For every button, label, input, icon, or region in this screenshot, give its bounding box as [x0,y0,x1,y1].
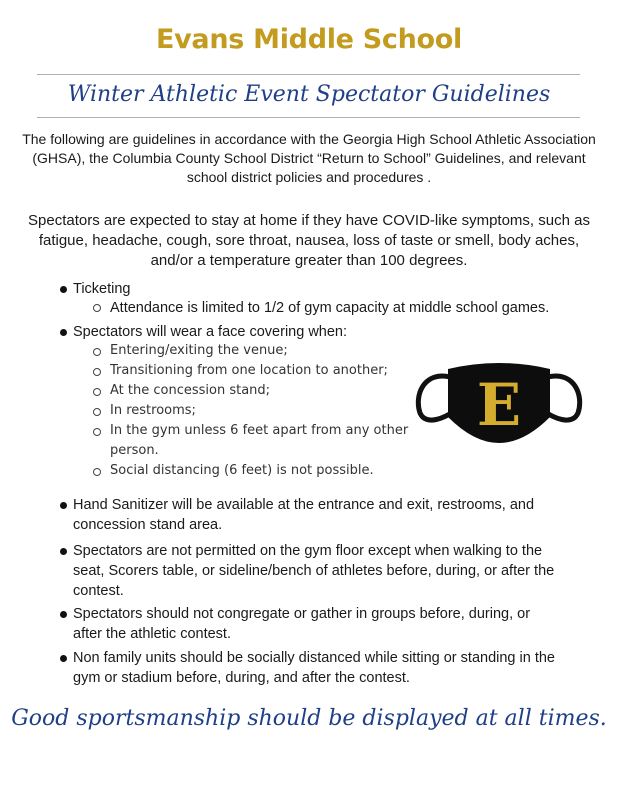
page-title: Winter Athletic Event Spectator Guidelines [67,82,551,107]
closing-message: Good sportsmanship should be displayed at all times. [11,706,607,731]
floor-line: Spectators are not permitted on the gym floor except when walking to the [73,543,543,559]
floor-line: contest. [73,583,124,599]
sub-bullet-circle [93,388,101,396]
gather-line: after the athletic contest. [73,626,231,642]
symptoms-paragraph: Spectators are expected to stay at home if they have COVID-like symptoms, such as fatigue, headache, cough, sore throat, nausea, loss of taste or smell, body aches, and/or a temperature greater than 100 degrees. [28,212,590,269]
bullet-dot [60,548,67,555]
face-covering-item: At the concession stand; [110,383,271,398]
ticketing-sub: Attendance is limited to 1/2 of gym capacity at middle school games. [110,300,550,316]
bullet-dot [60,329,67,336]
gather-line: Spectators should not congregate or gather in groups before, during, or [73,606,531,622]
top-divider [37,74,580,75]
face-covering-label: Spectators will wear a face covering when: [73,324,348,340]
floor-line: seat, Scorers table, or sideline/bench of athletes before, during, or after the [73,563,555,579]
sub-bullet-circle [93,468,101,476]
sub-bullet-circle [93,368,101,376]
sub-bullet-circle [93,408,101,416]
face-covering-item: In restrooms; [110,403,196,418]
sub-bullet-circle [93,304,101,312]
face-covering-item: Transitioning from one location to another; [110,363,388,378]
sub-bullet-circle [93,428,101,436]
family-line: gym or stadium before, during, and after the contest. [73,670,410,686]
sanitizer-line: concession stand area. [73,517,223,533]
face-covering-item: Entering/exiting the venue; [110,343,288,358]
face-mask-image [414,355,584,445]
face-covering-item: Social distancing (6 feet) is not possible. [110,463,374,478]
bullet-dot [60,655,67,662]
mask-letter: E [476,371,522,439]
face-covering-item-cont: person. [110,443,159,458]
bullet-dot [60,502,67,509]
family-line: Non family units should be socially distanced while sitting or standing in the [73,650,555,666]
face-covering-item: In the gym unless 6 feet apart from any other [110,423,409,438]
ticketing-label: Ticketing [73,281,131,297]
bottom-divider [37,117,580,118]
bullet-dot [60,286,67,293]
intro-paragraph: The following are guidelines in accordance with the Georgia High School Athletic Association (GHSA), the Columbia County School District “Return to School” Guidelines, and relevant school district policies and procedures . [22,131,596,185]
school-name: Evans Middle School [155,24,463,55]
bullet-dot [60,611,67,618]
sanitizer-line: Hand Sanitizer will be available at the entrance and exit, restrooms, and [73,497,535,513]
sub-bullet-circle [93,348,101,356]
